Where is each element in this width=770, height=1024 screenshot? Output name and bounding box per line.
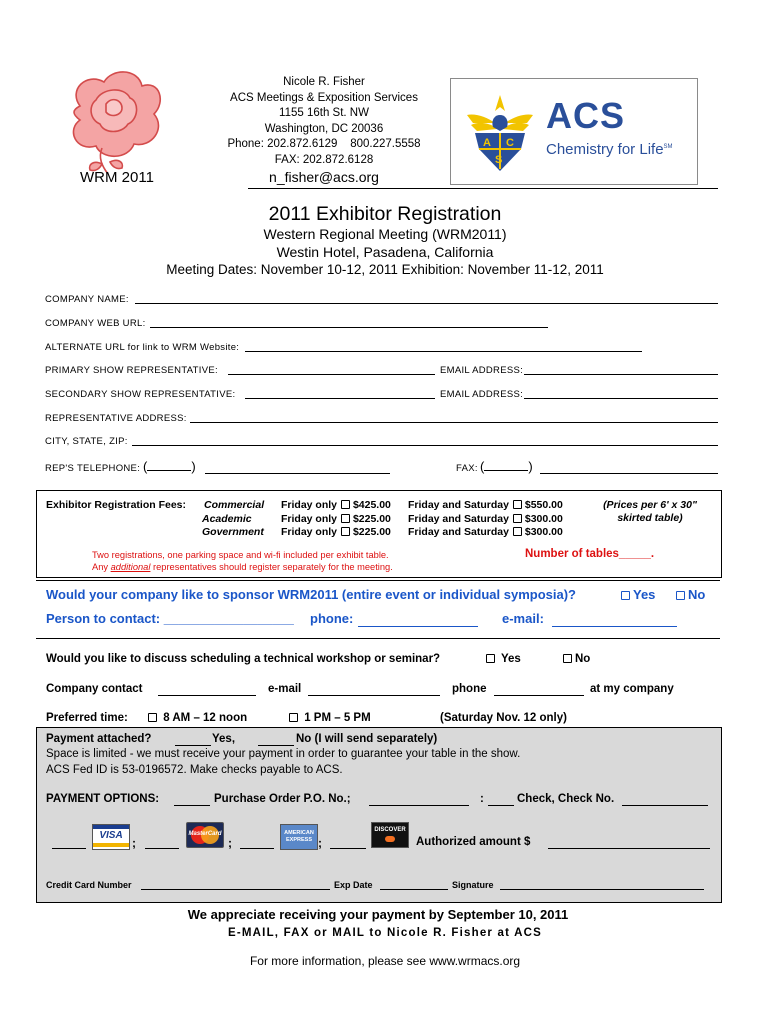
checkbox-preferred-pm[interactable] <box>289 713 298 722</box>
checkbox-sponsor-no[interactable] <box>676 591 685 600</box>
fee-type: Academic <box>202 513 252 525</box>
fax-label: FAX: <box>456 463 478 474</box>
contact-city: Washington, DC 20036 <box>264 122 384 135</box>
po-blank[interactable] <box>174 805 210 806</box>
checkbox-workshop-yes[interactable] <box>486 654 495 663</box>
checkbox-sponsor-yes[interactable] <box>621 591 630 600</box>
discover-blank[interactable] <box>330 848 366 849</box>
secondary-rep-field[interactable] <box>245 398 435 399</box>
visa-label: VISA <box>99 830 123 841</box>
company-contact-field[interactable] <box>158 695 256 696</box>
note2-post: representatives should register separately for the meeting. <box>150 562 393 572</box>
visa-blank[interactable] <box>52 848 86 849</box>
fee-both-label: Friday and Saturday <box>408 513 509 525</box>
rep-address-field[interactable] <box>190 422 718 423</box>
rose-logo <box>62 66 170 176</box>
title-line-1: Western Regional Meeting (WRM2011) <box>263 226 507 242</box>
discover-card-icon[interactable] <box>371 822 409 848</box>
workshop-at-company: at my company <box>590 683 674 695</box>
tables-count[interactable]: Number of tables_____. <box>525 548 655 560</box>
checkbox-academic-friday[interactable] <box>341 514 350 523</box>
sponsor-contact-tail: ___ <box>272 611 294 626</box>
prices-note-2: skirted table) <box>617 512 683 524</box>
rep-phone-label: REP'S TELEPHONE: <box>45 463 141 474</box>
appreciate-text: We appreciate receiving your payment by September 10, 2011 <box>187 907 569 922</box>
preferred-opt1[interactable] <box>147 712 247 724</box>
sponsor-no-label: No <box>688 587 706 602</box>
more-info: For more information, please see www.wrmacs.org <box>249 954 521 968</box>
rep-phone-area[interactable] <box>143 459 196 474</box>
checkbox-preferred-am[interactable] <box>148 713 157 722</box>
logo-tagline: Chemistry for Life <box>546 141 664 158</box>
workshop-question: Would you like to discuss scheduling a technical workshop or seminar? <box>46 653 441 665</box>
fee-both-price: $300.00 <box>524 513 563 525</box>
fee-type: Government <box>202 526 264 538</box>
paren-open: ( <box>143 459 148 474</box>
contact-org: ACS Meetings & Exposition Services <box>230 91 418 104</box>
event-short: WRM 2011 <box>80 169 154 186</box>
sponsor-question-text: Would your company like to sponsor WRM2011 (entire event or individual symposia)? <box>46 587 576 602</box>
mail-instructions: E-MAIL, FAX or MAIL to Nicole R. Fisher at ACS <box>228 927 542 939</box>
checkbox-government-both[interactable] <box>513 527 522 536</box>
sponsor-rule-bottom <box>36 638 720 639</box>
amex-card-icon[interactable] <box>280 824 318 850</box>
mc-blank[interactable] <box>145 848 179 849</box>
payment-no-label: No (I will send separately) <box>296 733 438 745</box>
fax-field[interactable] <box>540 473 718 474</box>
signature-label: Signature <box>452 880 494 890</box>
fax-area[interactable] <box>480 459 533 474</box>
acs-logo <box>450 78 698 185</box>
header-rule <box>248 188 718 189</box>
secondary-rep-label: SECONDARY SHOW REPRESENTATIVE: <box>45 389 236 400</box>
space-limited: Space is limited - we must receive your payment in order to guarantee your table in the show. <box>46 748 521 760</box>
sponsor-contact-row <box>46 611 294 626</box>
check-number-field[interactable] <box>622 805 708 806</box>
check-blank[interactable] <box>488 805 514 806</box>
contact-email: n_fisher@acs.org <box>269 169 379 185</box>
exp-label: Exp Date <box>334 880 373 890</box>
city-state-zip-field[interactable] <box>132 445 718 446</box>
workshop-email-label: e-mail <box>268 683 302 695</box>
workshop-yes-label: Yes <box>501 653 521 665</box>
semi-1: ; <box>132 836 136 850</box>
contact-fax: FAX: 202.872.6128 <box>274 153 374 166</box>
sponsor-yes[interactable] <box>620 587 655 602</box>
semi-2: ; <box>228 836 232 850</box>
checkbox-commercial-friday[interactable] <box>341 500 350 509</box>
logo-text: ACS <box>546 95 626 136</box>
paren-close: ) <box>191 459 196 474</box>
po-label: Purchase Order P.O. No.; <box>214 793 351 805</box>
checkbox-commercial-both[interactable] <box>513 500 522 509</box>
email2-field[interactable] <box>524 398 718 399</box>
page-title: 2011 Exhibitor Registration <box>268 203 502 225</box>
sponsor-email-field[interactable] <box>552 626 677 627</box>
rep-phone-field[interactable] <box>205 473 390 474</box>
sponsor-contact-label: Person to contact: <box>46 611 161 626</box>
payment-no-field[interactable] <box>258 745 294 746</box>
email1-field[interactable] <box>524 374 718 375</box>
fee-both-label: Friday and Saturday <box>408 526 509 538</box>
primary-rep-field[interactable] <box>228 374 435 375</box>
po-colon: : <box>480 793 484 805</box>
rep-address-label: REPRESENTATIVE ADDRESS: <box>45 413 187 424</box>
checkbox-workshop-no[interactable] <box>563 654 572 663</box>
signature-field[interactable] <box>500 889 704 890</box>
seal-letter-c: C <box>506 137 514 149</box>
sponsor-yes-label: Yes <box>633 587 656 602</box>
sponsor-rule-top <box>36 580 720 581</box>
logo-tm: SM <box>663 144 673 150</box>
city-state-zip-label: CITY, STATE, ZIP: <box>45 436 128 447</box>
semi-3: ; <box>318 836 322 850</box>
paren-close-fax: ) <box>528 459 533 474</box>
workshop-phone-label: phone <box>452 683 487 695</box>
payment-yes-label: Yes, <box>212 733 236 745</box>
amex-blank[interactable] <box>240 848 274 849</box>
contact-phone: Phone: 202.872.6129 800.227.5558 <box>227 138 421 150</box>
po-number-field[interactable] <box>369 805 469 806</box>
paren-open-fax: ( <box>480 459 485 474</box>
fees-note-2 <box>92 562 393 572</box>
note2-em: additional <box>110 562 151 572</box>
email2-label: EMAIL ADDRESS: <box>440 389 524 400</box>
preferred-label: Preferred time: <box>46 712 128 724</box>
email1-label: EMAIL ADDRESS: <box>440 365 524 376</box>
workshop-no-label: No <box>575 653 591 665</box>
sponsor-contact-field[interactable]: _______________ <box>163 611 273 626</box>
cc-number-field[interactable] <box>141 889 330 890</box>
sponsor-phone-field[interactable] <box>358 626 478 627</box>
opt1-label: 8 AM – 12 noon <box>163 712 248 724</box>
fees-note-1: Two registrations, one parking space and wi-fi included per exhibit table. <box>92 550 389 560</box>
fee-friday-label: Friday only <box>281 526 338 538</box>
payment-attached-row <box>46 733 151 745</box>
fee-friday-price: $225.00 <box>352 526 391 538</box>
fee-both-label: Friday and Saturday <box>408 499 509 511</box>
workshop-yes[interactable] <box>485 653 521 665</box>
checkbox-academic-both[interactable] <box>513 514 522 523</box>
contact-block <box>200 75 448 186</box>
prices-note <box>590 499 710 525</box>
title-line-2: Westin Hotel, Pasadena, California <box>276 244 494 260</box>
cc-number-label: Credit Card Number <box>46 880 132 890</box>
acs-seal-icon <box>461 91 539 173</box>
checkbox-government-friday[interactable] <box>341 527 350 536</box>
payment-options-label: PAYMENT OPTIONS: <box>46 793 160 805</box>
fee-type: Commercial <box>204 499 265 511</box>
company-name-field[interactable] <box>135 303 718 304</box>
mastercard-icon[interactable] <box>186 822 224 848</box>
authorized-label: Authorized amount $ <box>416 836 531 848</box>
check-label: Check, Check No. <box>517 793 615 805</box>
workshop-phone-field[interactable] <box>494 695 584 696</box>
fee-friday-price: $425.00 <box>352 499 391 511</box>
payment-yes-field[interactable] <box>175 745 211 746</box>
alt-url-field[interactable] <box>245 351 642 352</box>
opt2-label: 1 PM – 5 PM <box>304 712 371 724</box>
fee-both-price: $300.00 <box>524 526 563 538</box>
company-name-label: COMPANY NAME: <box>45 294 129 305</box>
authorized-amount-field[interactable] <box>548 848 710 849</box>
fees-label: Exhibitor Registration Fees: <box>46 499 187 511</box>
seal-letter-s: S <box>495 154 503 166</box>
payment-attached-label: Payment attached? <box>46 733 152 745</box>
contact-name: Nicole R. Fisher <box>283 76 365 88</box>
contact-street: 1155 16th St. NW <box>279 107 369 119</box>
prices-note-1: (Prices per 6' x 30" <box>603 499 697 511</box>
primary-rep-label: PRIMARY SHOW REPRESENTATIVE: <box>45 365 218 376</box>
fee-friday-label: Friday only <box>281 499 338 511</box>
preferred-opt2[interactable] <box>288 712 371 724</box>
discover-label: DISCOVER <box>374 827 406 833</box>
company-web-label: COMPANY WEB URL: <box>45 318 146 329</box>
preferred-saturday: (Saturday Nov. 12 only) <box>440 712 567 724</box>
alt-url-label: ALTERNATE URL for link to WRM Website: <box>45 342 240 353</box>
visa-card-icon[interactable] <box>92 824 130 850</box>
sponsor-no[interactable] <box>675 587 705 602</box>
fee-friday-label: Friday only <box>281 513 338 525</box>
note2-pre: Any <box>92 562 111 572</box>
workshop-email-field[interactable] <box>308 695 440 696</box>
title-line-3: Meeting Dates: November 10-12, 2011 Exhibition: November 11-12, 2011 <box>166 262 604 277</box>
sponsor-email-label: e-mail: <box>502 611 544 626</box>
sponsor-phone-label: phone: <box>310 611 354 626</box>
fed-id: ACS Fed ID is 53-0196572. Make checks payable to ACS. <box>46 764 343 776</box>
mastercard-label: MasterCard <box>188 831 222 837</box>
seal-letter-a: A <box>483 137 491 149</box>
company-contact-label: Company contact <box>46 683 143 695</box>
fee-friday-price: $225.00 <box>352 513 391 525</box>
company-web-field[interactable] <box>150 327 548 328</box>
workshop-no[interactable] <box>562 653 590 665</box>
sponsor-question <box>46 587 576 602</box>
fee-both-price: $550.00 <box>524 499 563 511</box>
amex-label: AMERICAN EXPRESS <box>284 830 314 843</box>
exp-field[interactable] <box>380 889 448 890</box>
